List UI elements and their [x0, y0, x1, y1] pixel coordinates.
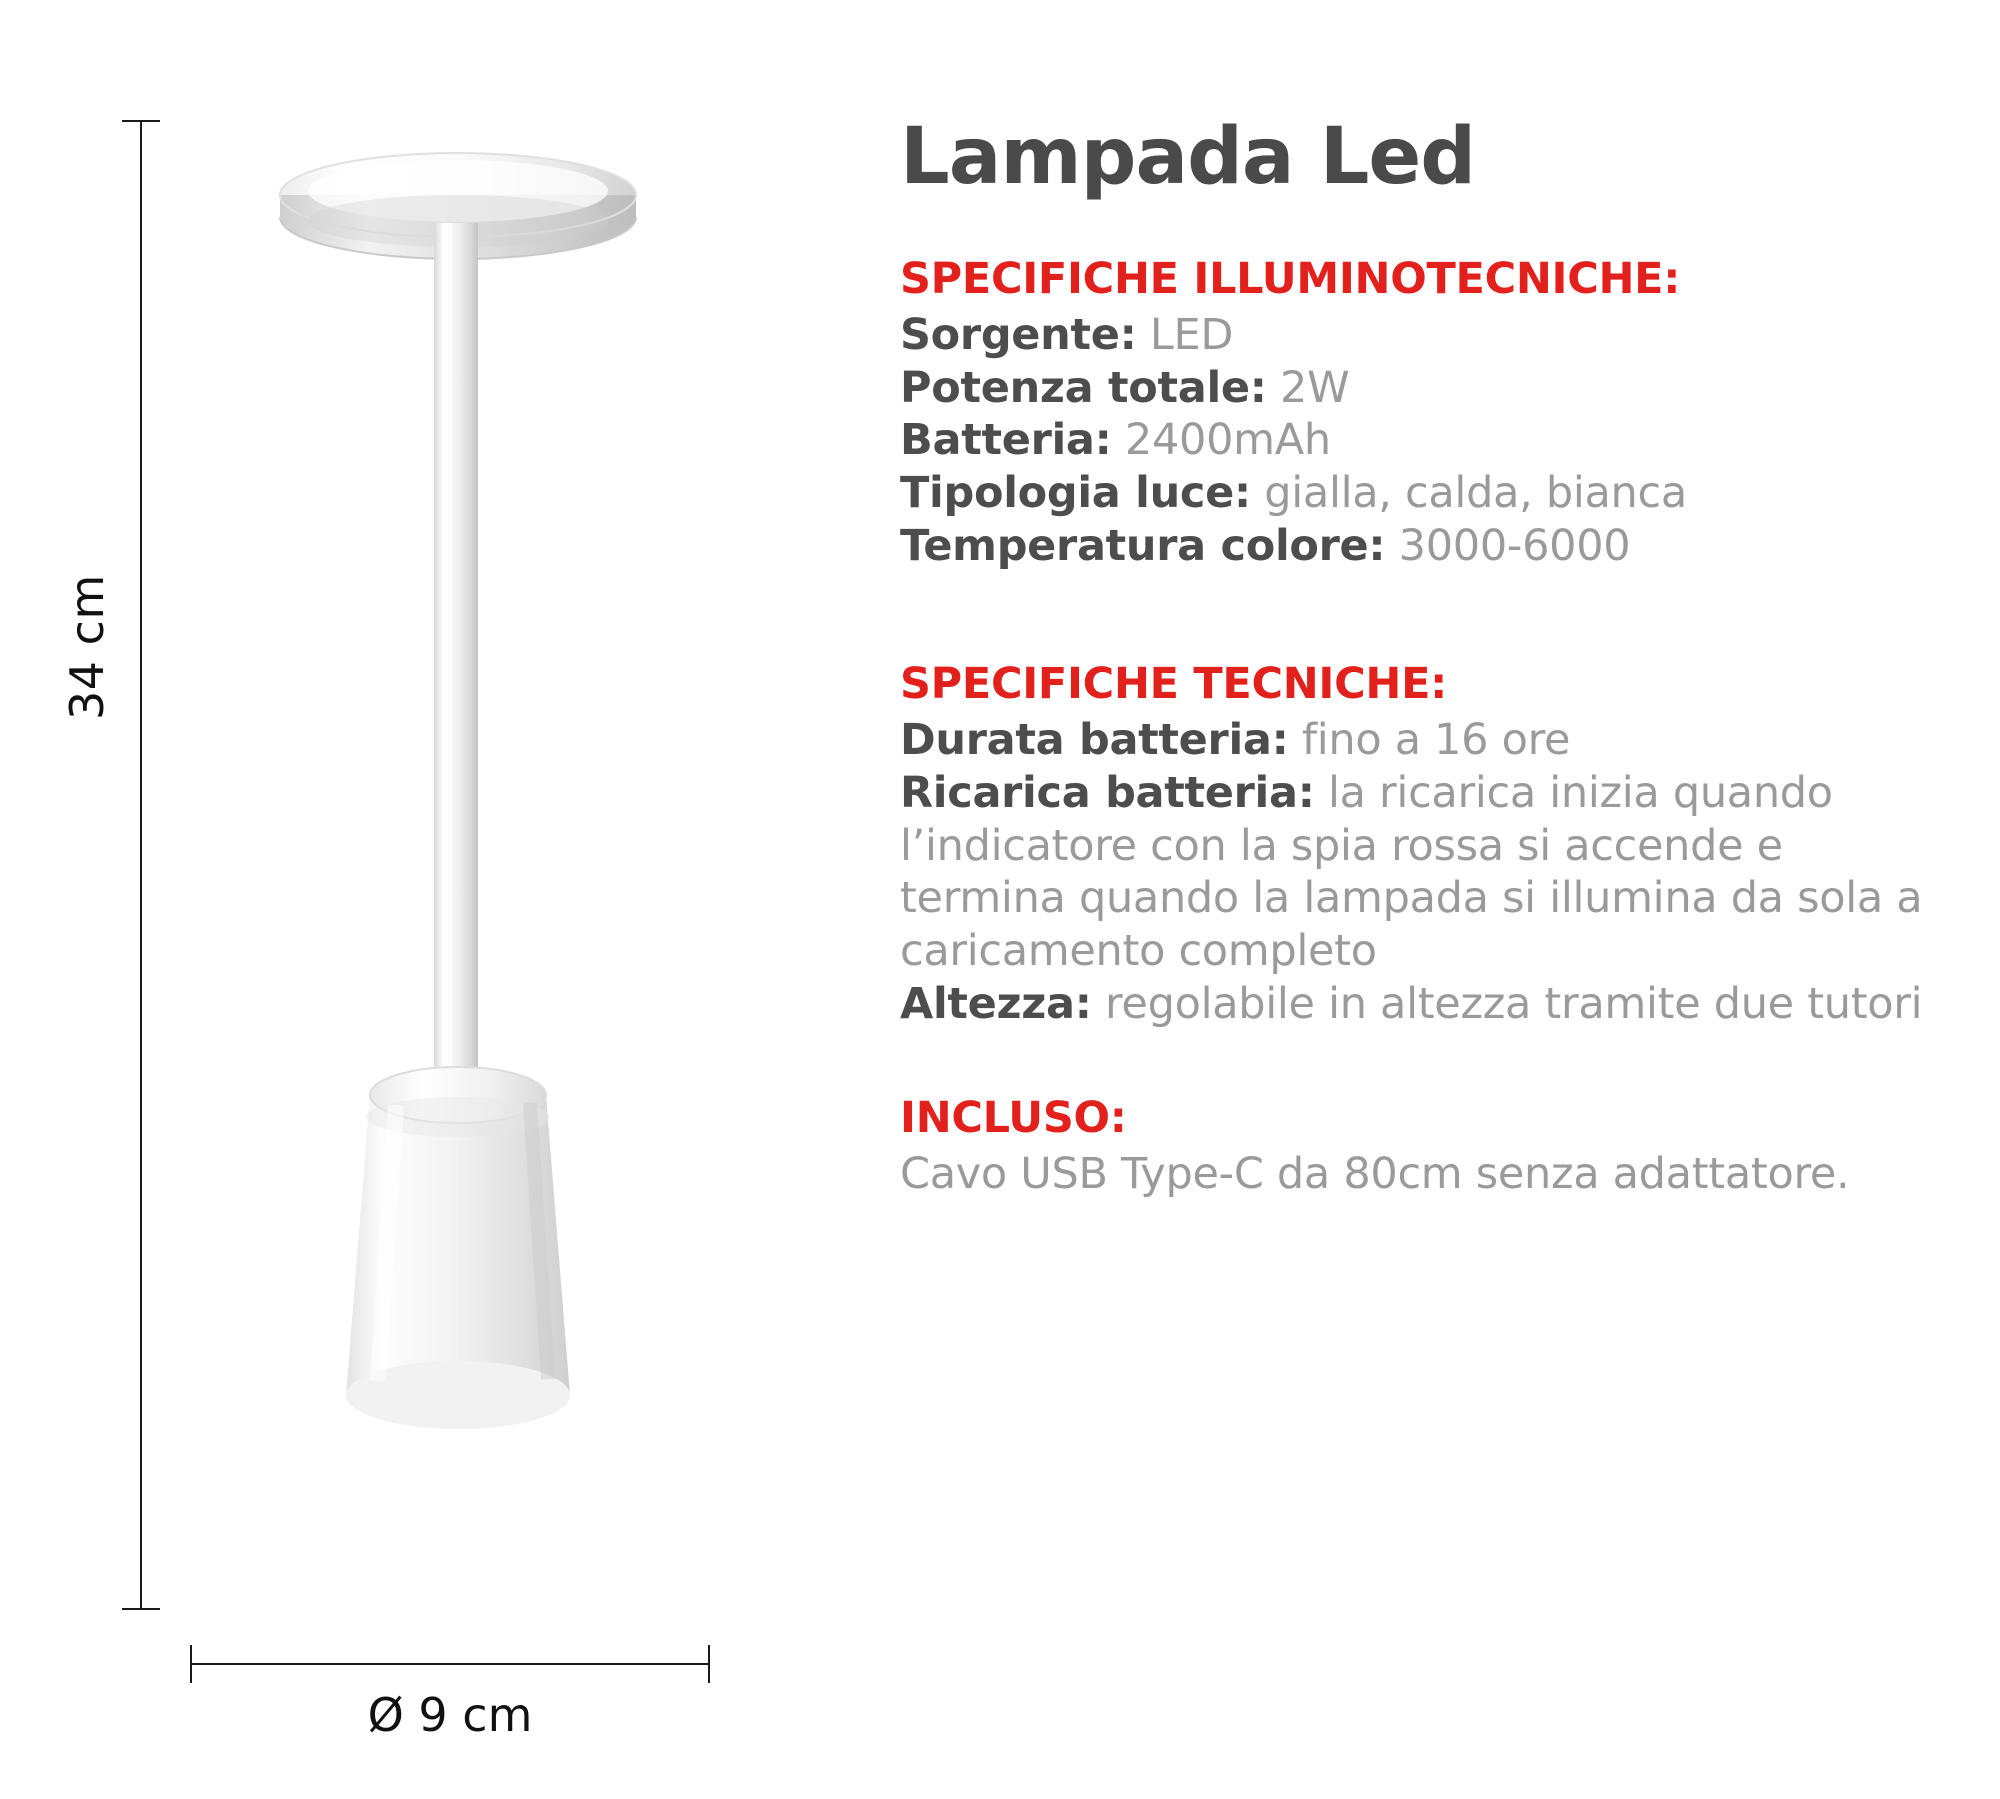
- spec-key: Ricarica batteria:: [900, 767, 1315, 818]
- section-spacer: [900, 1031, 1940, 1093]
- diameter-dimension-label: Ø 9 cm: [367, 1688, 533, 1742]
- spec-value: 3000-6000: [1398, 521, 1631, 572]
- led-lamp-illustration: [230, 95, 690, 1595]
- spec-row: [900, 467, 1940, 520]
- product-image-pane: [0, 0, 880, 1799]
- section-spacer: [900, 573, 1940, 659]
- spec-row: [900, 309, 1940, 362]
- section-incluso: [900, 1093, 1940, 1201]
- spec-row: [900, 414, 1940, 467]
- spec-key: Altezza:: [900, 979, 1092, 1030]
- spec-row: [900, 714, 1940, 767]
- section-heading: SPECIFICHE ILLUMINOTECNICHE:: [900, 254, 1681, 304]
- spec-key: Potenza totale:: [900, 362, 1267, 413]
- spec-row: [900, 362, 1940, 415]
- diameter-dimension-line: [190, 1663, 710, 1665]
- section-heading: INCLUSO:: [900, 1093, 1127, 1144]
- spec-value: 2400mAh: [1124, 415, 1331, 466]
- spec-key: Sorgente:: [900, 309, 1137, 360]
- spec-value: LED: [1149, 309, 1234, 360]
- height-dimension-line: [140, 120, 142, 1610]
- spec-value: gialla, calda, bianca: [1264, 468, 1687, 519]
- spec-row: [900, 978, 1940, 1031]
- spec-value: regolabile in altezza tramite due tutori: [1104, 979, 1923, 1030]
- page-title: Lampada Led: [900, 112, 1476, 202]
- spec-row: [900, 520, 1940, 573]
- spec-value: fino a 16 ore: [1301, 714, 1571, 765]
- spec-value: la ricarica inizia quando l’indicatore con la spia rossa si accende e termina quando la lampada si illumina da sola a caricamento completo: [900, 767, 1923, 977]
- spec-key: Temperatura colore:: [900, 521, 1386, 572]
- spec-key: Durata batteria:: [900, 714, 1289, 765]
- spec-key: Batteria:: [900, 415, 1112, 466]
- spec-value: 2W: [1280, 362, 1350, 413]
- spec-key: Tipologia luce:: [900, 468, 1251, 519]
- included-text: Cavo USB Type-C da 80cm senza adattatore.: [900, 1148, 1850, 1199]
- section-heading: SPECIFICHE TECNICHE:: [900, 659, 1448, 710]
- spec-row: [900, 767, 1940, 979]
- section-tecniche: [900, 659, 1940, 1031]
- specifications-pane: [880, 0, 2000, 1799]
- height-dimension-label: 34 cm: [60, 574, 114, 720]
- section-illuminotecniche: [900, 254, 1940, 573]
